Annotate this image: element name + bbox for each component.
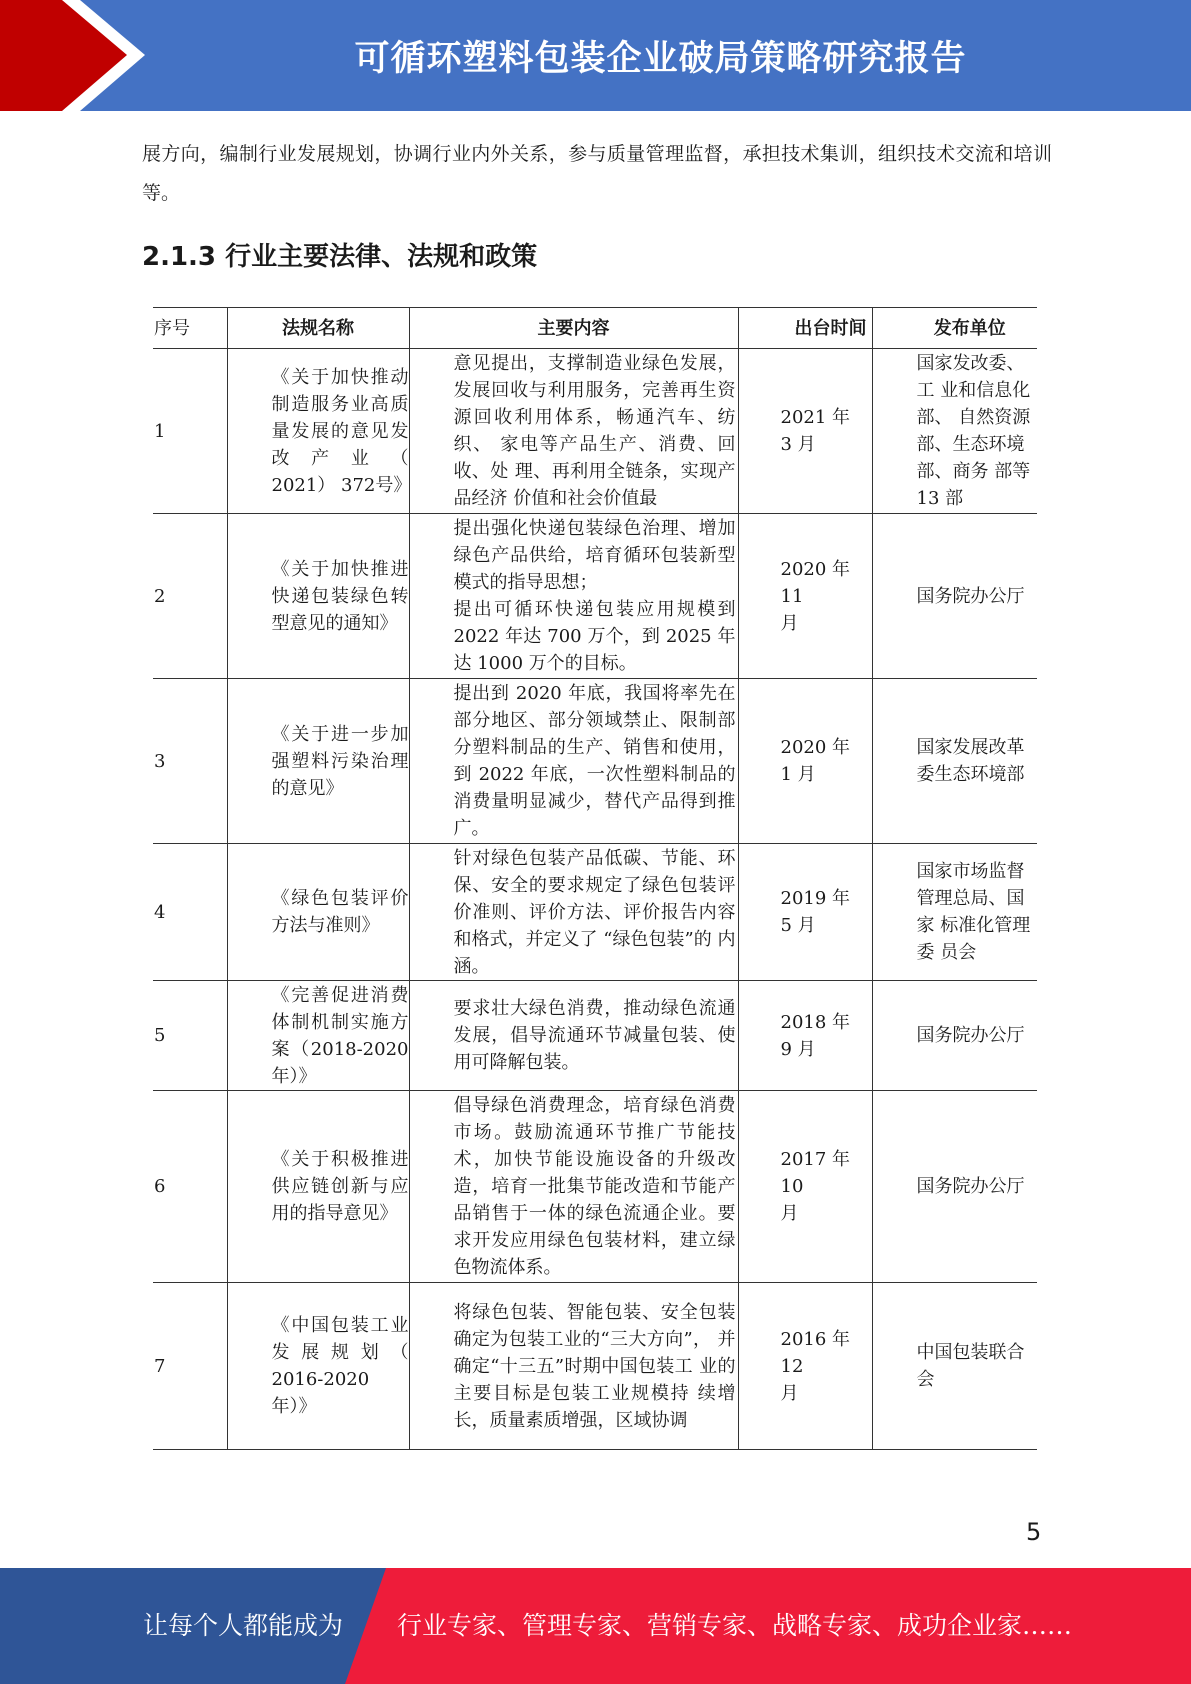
row-content: 提出到 2020 年底，我国将率先在部分地区、部分领域禁止、限制部 分塑料制品的生产、销售和使用， 到 2022 年底，一次性塑料制品的 消费量明显减少，替代产品得到推 广。 [409,679,738,844]
page-number: 5 [1026,1518,1042,1546]
footer-banner [0,1568,1191,1684]
table-header-row [153,308,1037,349]
row-name: 《完善促进消费 体制机制实施方 案（2018-2020 年）》 [227,981,409,1091]
row-date: 2018 年 9 月 [738,981,872,1091]
row-issuer: 国务院办公厅 [872,514,1037,679]
table-row [153,981,1037,1091]
footer-slogan-right: 行业专家、管理专家、营销专家、战略专家、成功企业家…… [397,1611,1073,1640]
row-date: 2019 年 5 月 [738,844,872,981]
header-name: 法规名称 [227,308,409,349]
table-row [153,844,1037,981]
row-no: 2 [153,514,227,679]
row-name: 《关于加快推进 快递包装绿色转 型意见的通知》 [227,514,409,679]
table-row [153,349,1037,514]
row-date: 2016 年 12 月 [738,1283,872,1450]
row-name: 《关于进一步加 强塑料污染治理 的意见》 [227,679,409,844]
row-issuer: 国家发改委、工 业和信息化部、 自然资源部、生态环境部、商务 部等 13 部 [872,349,1037,514]
row-issuer: 国务院办公厅 [872,1091,1037,1283]
row-date: 2021 年 3 月 [738,349,872,514]
row-issuer: 国家市场监督管理总局、国家 标准化管理委 员会 [872,844,1037,981]
header-issuer: 发布单位 [872,308,1037,349]
row-content: 倡导绿色消费理念，培育绿色消费 市场。鼓励流通环节推广节能技 术，加快节能设施设备的升级改 造，培育一批集节能改造和节能产 品销售于一体的绿色流通企业。要 求开发应用绿色包装材料，建立绿 色物流体系。 [409,1091,738,1283]
row-date: 2017 年 10 月 [738,1091,872,1283]
row-issuer: 国务院办公厅 [872,981,1037,1091]
header-banner [0,0,1191,111]
row-no: 6 [153,1091,227,1283]
header-chevron-icon [0,0,160,111]
report-title: 可循环塑料包装企业破局策略研究报告 [354,38,967,79]
header-content: 主要内容 [409,308,738,349]
row-date: 2020 年 1 月 [738,679,872,844]
table-row [153,679,1037,844]
row-name: 《中国包装工业 发展规划（ 2016-2020 年）》 [227,1283,409,1450]
row-name: 《关于积极推进 供应链创新与应 用的指导意见》 [227,1091,409,1283]
row-content: 将绿色包装、智能包装、安全包装 确定为包装工业的“三大方向”， 并确定“十三五”时期中国包装工 业的主要目标是包装工业规模持 续增长，质量素质增强，区域协调 [409,1283,738,1450]
footer-slogan-left: 让每个人都能成为 [143,1611,344,1640]
row-name: 《绿色包装评价 方法与准则》 [227,844,409,981]
row-content: 提出强化快递包装绿色治理、增加 绿色产品供给，培育循环包装新型 模式的指导思想； 提出可循环快递包装应用规模到 2022 年达 700 万个，到 2025 年达 1000 万个的目标。 [409,514,738,679]
row-no: 7 [153,1283,227,1450]
row-content: 意见提出，支撑制造业绿色发展，发展回收与利用服务，完善再生资 源回收利用体系，畅通汽车、纺织、 家电等产品生产、消费、回收、处 理、再利用全链条，实现产品经济 价值和社会价值最 [409,349,738,514]
header-date: 出台时间 [738,308,872,349]
law-policy-table [153,307,1037,1450]
header-no: 序号 [153,308,227,349]
row-issuer: 中国包装联合会 [872,1283,1037,1450]
row-no: 4 [153,844,227,981]
table-row [153,1283,1037,1450]
section-heading: 2.1.3 行业主要法律、法规和政策 [142,242,538,272]
row-content: 要求壮大绿色消费，推动绿色流通 发展，倡导流通环节减量包装、使 用可降解包装。 [409,981,738,1091]
row-no: 3 [153,679,227,844]
row-no: 5 [153,981,227,1091]
table-row [153,1091,1037,1283]
row-name: 《关于加快推动 制造服务业高质 量发展的意见发 改产业（ 2021） 372号》 [227,349,409,514]
row-no: 1 [153,349,227,514]
table-row [153,514,1037,679]
intro-paragraph: 展方向，编制行业发展规划，协调行业内外关系，参与质量管理监督，承担技术集训，组织技术交流和培训等。 [142,143,1052,204]
row-content: 针对绿色包装产品低碳、节能、环 保、安全的要求规定了绿色包装评 价准则、评价方法、评价报告内容 和格式，并定义了 “绿色包装”的 内涵。 [409,844,738,981]
row-date: 2020 年 11 月 [738,514,872,679]
row-issuer: 国家发展改革委生态环境部 [872,679,1037,844]
